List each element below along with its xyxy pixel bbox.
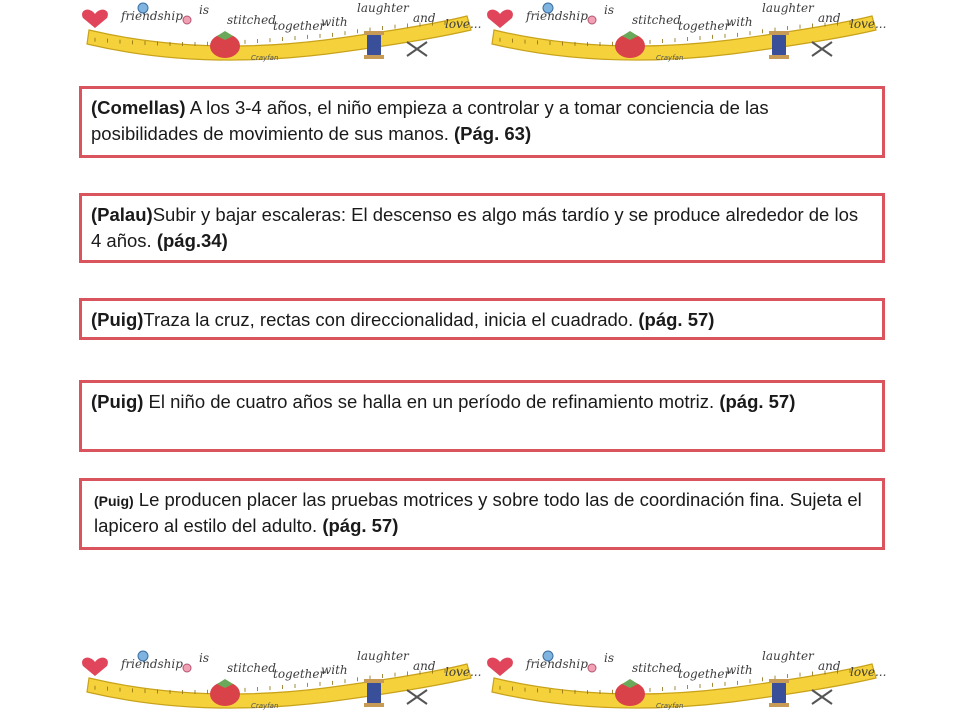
border-motto-word: love...	[445, 17, 482, 31]
quote-box-puig-cruz	[79, 298, 885, 340]
border-motto-word: together	[678, 19, 731, 33]
quote-source: (Palau)	[91, 204, 153, 225]
border-segment	[487, 649, 886, 710]
border-motto-word: stitched	[632, 661, 681, 675]
border-motto-word: stitched	[632, 13, 681, 27]
border-motto-word: together	[273, 667, 326, 681]
quote-box-comellas	[79, 86, 885, 158]
border-motto-word: with	[726, 663, 753, 677]
spool-cap-icon	[364, 679, 384, 683]
border-motto-word: together	[678, 667, 731, 681]
border-motto-word: with	[726, 15, 753, 29]
border-motto-word: stitched	[227, 13, 276, 27]
border-motto-word: friendship	[121, 657, 183, 671]
button-icon	[588, 664, 596, 672]
heart-icon	[487, 658, 513, 676]
border-segment	[487, 1, 886, 62]
spool-cap-icon	[769, 55, 789, 59]
quote-text: A los 3-4 años, el niño empieza a controlar y a tomar conciencia de las posibilidades de movimiento de sus manos.	[91, 97, 769, 145]
decorative-border-top	[75, 0, 895, 64]
spool-cap-icon	[769, 31, 789, 35]
scissors-icon	[407, 690, 427, 704]
quote-source: (Puig)	[91, 391, 144, 412]
spool-icon	[772, 682, 786, 704]
border-motto-word: friendship	[121, 9, 183, 23]
button-icon	[183, 16, 191, 24]
border-motto-word: love...	[850, 17, 887, 31]
quote-text: Subir y bajar escaleras: El descenso es algo más tardío y se produce alrededor de los 4 años.	[91, 204, 859, 252]
border-motto-word: with	[321, 663, 348, 677]
spool-cap-icon	[364, 31, 384, 35]
quote-text: Traza la cruz, rectas con direccionalidad, inicia el cuadrado.	[143, 309, 639, 330]
border-motto-word: love...	[850, 665, 887, 679]
border-motto-word: is	[604, 651, 614, 665]
border-motto-word: laughter	[762, 1, 814, 15]
spool-cap-icon	[364, 55, 384, 59]
button-icon	[588, 16, 596, 24]
border-segment	[82, 1, 481, 62]
border-motto-word: is	[604, 3, 614, 17]
quote-source: (Puig)	[94, 493, 134, 509]
border-motto-word: and	[818, 11, 841, 25]
quote-page: (pág. 57)	[719, 391, 796, 412]
border-motto-word: is	[199, 3, 209, 17]
border-motto-word: friendship	[526, 657, 588, 671]
spool-cap-icon	[769, 679, 789, 683]
border-motto-word: laughter	[357, 1, 409, 15]
quote-page: (pág. 57)	[638, 309, 715, 330]
spool-cap-icon	[769, 703, 789, 707]
scissors-icon	[812, 42, 832, 56]
quote-box-puig-refinamiento	[79, 380, 885, 452]
quote-page: (pág. 57)	[322, 515, 399, 537]
quote-text: El niño de cuatro años se halla en un período de refinamiento motriz.	[143, 391, 720, 412]
border-segment	[82, 649, 481, 710]
border-signature: Crayfan	[251, 54, 279, 62]
border-motto-word: and	[413, 659, 436, 673]
heart-icon	[82, 658, 108, 676]
border-motto-word: with	[321, 15, 348, 29]
scissors-icon	[407, 42, 427, 56]
spool-icon	[367, 682, 381, 704]
heart-icon	[82, 10, 108, 28]
scissors-icon	[812, 690, 832, 704]
border-motto-word: and	[818, 659, 841, 673]
quote-box-palau	[79, 193, 885, 263]
spool-cap-icon	[364, 703, 384, 707]
border-signature: Crayfan	[656, 702, 684, 710]
quote-page: (pág.34)	[156, 230, 228, 252]
quote-source: (Comellas)	[91, 97, 186, 118]
spool-icon	[772, 34, 786, 56]
quote-box-puig-coordinacion	[79, 478, 885, 550]
border-motto-word: together	[273, 19, 326, 33]
quote-source: (Puig)	[91, 309, 144, 330]
button-icon	[183, 664, 191, 672]
border-signature: Crayfan	[251, 702, 279, 710]
border-motto-word: laughter	[357, 649, 409, 663]
border-motto-word: and	[413, 11, 436, 25]
quote-page: (Pág. 63)	[454, 123, 532, 145]
border-motto-word: stitched	[227, 661, 276, 675]
border-motto-word: friendship	[526, 9, 588, 23]
spool-icon	[367, 34, 381, 56]
quote-text: Le producen placer las pruebas motrices y sobre todo las de coordinación fina. Sujeta el lapicero al estilo del adulto.	[94, 489, 862, 537]
border-motto-word: laughter	[762, 649, 814, 663]
heart-icon	[487, 10, 513, 28]
border-signature: Crayfan	[656, 54, 684, 62]
border-motto-word: is	[199, 651, 209, 665]
border-motto-word: love...	[445, 665, 482, 679]
decorative-border-bottom	[75, 648, 895, 712]
